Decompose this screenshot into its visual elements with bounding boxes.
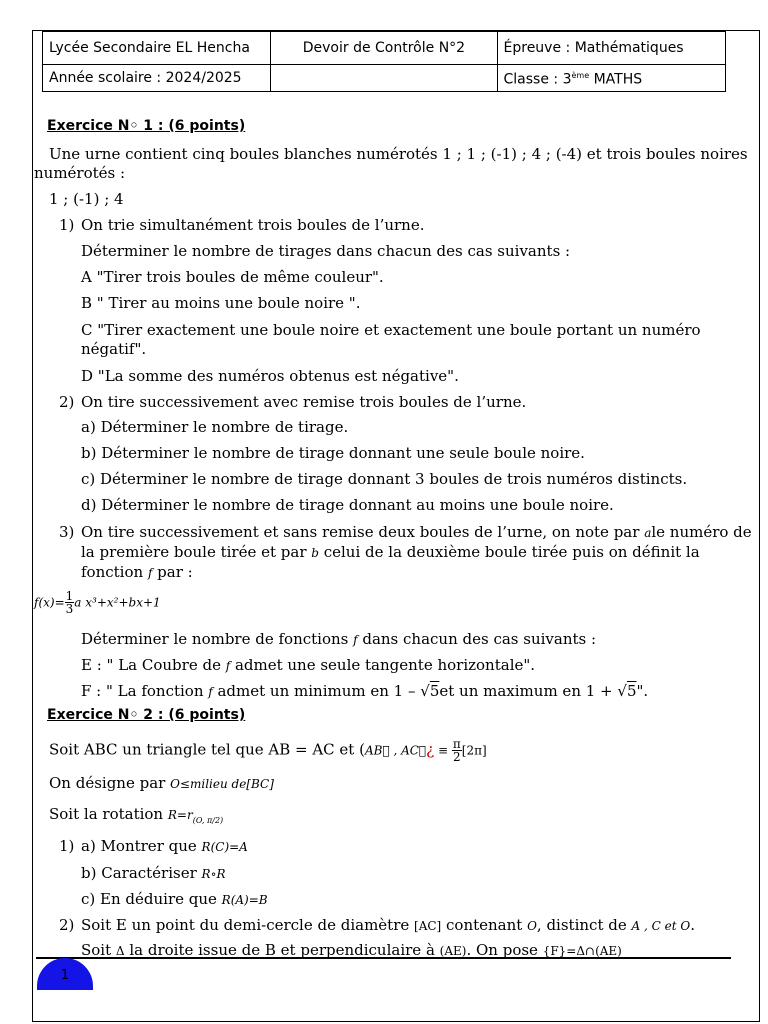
ex1-case-d: D "La somme des numéros obtenus est négative".	[81, 367, 459, 385]
empty-cell	[271, 65, 497, 92]
exercise-2-title: Exercice N◦ 2 : (6 points)	[47, 707, 246, 723]
exam-title: Devoir de Contrôle N°2	[271, 32, 497, 65]
school-year: Année scolaire : 2024/2025	[43, 65, 271, 92]
ex1-q3-num: 3)	[59, 523, 75, 541]
ex1-q3-sub: Déterminer le nombre de fonctions f dans chacun des cas suivants :	[81, 630, 597, 648]
ex1-q2b: b) Déterminer le nombre de tirage donnant une seule boule noire.	[81, 444, 585, 462]
ex1-intro-2: 1 ; (-1) ; 4	[49, 190, 124, 208]
ex1-case-e: E : " La Coubre de f admet une seule tangente horizontale".	[81, 656, 536, 674]
class-label: Classe : 3ème MATHS	[497, 65, 725, 92]
ex1-case-b: B " Tirer au moins une boule noire ".	[81, 294, 361, 312]
ex2-line-3: Soit la rotation $R=r_{(O, \pi/2)}$	[49, 805, 224, 825]
ex2-q2: 2) Soit E un point du demi-cercle de diamètre [AC] contenant O, distinct de A , C et O.	[59, 916, 695, 934]
ex1-case-c: C "Tirer exactement une boule noire et exactement une boule portant un numéro négatif".	[81, 321, 701, 358]
ex1-q1: 1) On trie simultanément trois boules de l’urne.	[59, 216, 425, 234]
page-number: 1	[60, 968, 70, 983]
ex1-q2d: d) Déterminer le nombre de tirage donnant au moins une boule noire.	[81, 496, 614, 514]
ex1-q2: 2) On tire successivement avec remise trois boules de l’urne.	[59, 393, 527, 411]
header-table	[42, 31, 726, 92]
ex1-case-a: A "Tirer trois boules de même couleur".	[81, 268, 384, 286]
ex2-q2-line-2: Soit Δ la droite issue de B et perpendiculaire à (AE). On pose {F}=Δ∩(AE)	[81, 941, 622, 959]
ex2-q1b: b) Caractériser R∘R	[81, 864, 226, 882]
ex1-q3-text: On tire successivement et sans remise deux boules de l’urne, on note par ale numéro de la première boule tirée et par b celui de la deuxième boule tirée puis on définit la fonction f par :	[81, 523, 752, 581]
ex1-q2c: c) Déterminer le nombre de tirage donnant 3 boules de trois numéros distincts.	[81, 470, 688, 488]
subject: Épreuve : Mathématiques	[497, 32, 725, 65]
function-definition: f(x)= $\frac{1}{3}$ a x³+x²+bx+1	[34, 589, 161, 616]
footer-rule	[36, 957, 731, 959]
school-name: Lycée Secondaire EL Hencha	[43, 32, 271, 65]
ex1-q2a: a) Déterminer le nombre de tirage.	[81, 418, 349, 436]
exercise-1-title: Exercice N◦ 1 : (6 points)	[47, 118, 246, 134]
ex2-q1a: 1) a) Montrer que R(C)=A	[59, 837, 248, 855]
ex1-intro: Une urne contient cinq boules blanches numérotés 1 ; 1 ; (-1) ; 4 ; (-4) et trois boules noires numérotés :	[34, 145, 748, 182]
ex2-q1c: c) En déduire que R(A)=B	[81, 890, 268, 908]
ex1-case-f: F : " La fonction f admet un minimum en 1 – √5et un maximum en 1 + √5".	[81, 682, 649, 700]
ex2-line-2: On désigne par O≤milieu de[BC]	[49, 774, 274, 792]
ex1-q1-sub: Déterminer le nombre de tirages dans chacun des cas suivants :	[81, 242, 571, 260]
ex2-line-1: Soit ABC un triangle tel que AB = AC et (AB⃗ , AC⃗¿ ≡ $\frac{\pi}{2}$ [2π]	[49, 737, 487, 764]
